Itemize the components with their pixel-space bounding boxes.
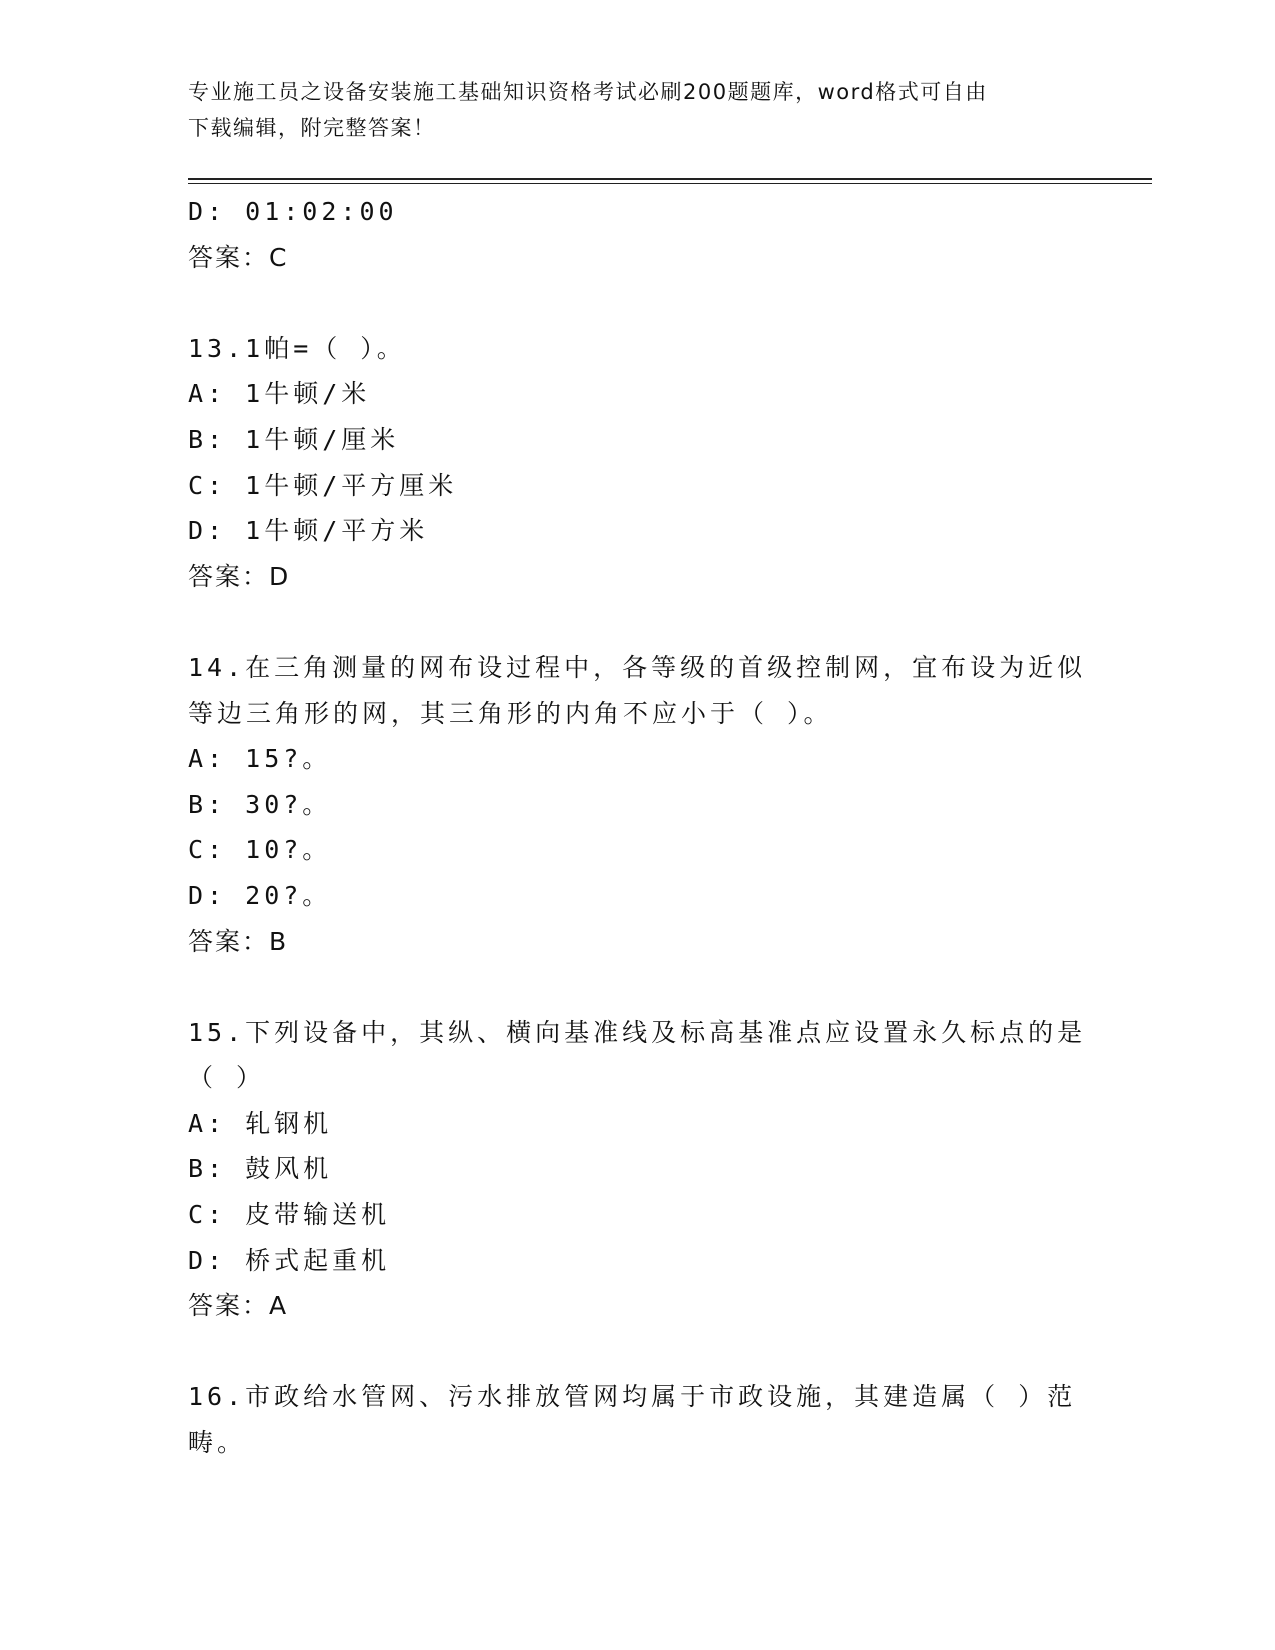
option-d: D: 桥式起重机: [188, 1245, 391, 1275]
spacer: [188, 599, 1088, 645]
question-stem-cont: 畴。: [188, 1428, 247, 1458]
question-list: [188, 189, 1088, 1466]
option-d: D: 1牛顿/平方米: [188, 516, 429, 546]
question-16: [188, 1374, 1088, 1465]
option-c: C: 1牛顿/平方厘米: [188, 470, 458, 500]
question-stem-cont: （ ）: [188, 1063, 266, 1093]
document-header: [188, 74, 1088, 146]
option-b: B: 鼓风机: [188, 1154, 333, 1184]
option-c: C: 10?。: [188, 835, 332, 865]
header-line-1: 专业施工员之设备安装施工基础知识资格考试必刷200题题库，word格式可自由: [188, 80, 988, 104]
prev-answer: 答案：C: [188, 242, 289, 272]
question-14: [188, 645, 1088, 964]
option-a: A: 15?。: [188, 744, 332, 774]
option-d: D: 20?。: [188, 880, 332, 910]
question-13: [188, 326, 1088, 600]
question-stem: 14.在三角测量的网布设过程中，各等级的首级控制网，宜布设为近似: [188, 652, 1087, 682]
header-rule-thick: [188, 178, 1152, 180]
answer: 答案：B: [188, 926, 289, 956]
question-15: [188, 1010, 1088, 1329]
spacer: [188, 964, 1088, 1010]
spacer: [188, 280, 1088, 326]
prev-option-d: D: 01:02:00: [188, 197, 398, 226]
question-stem-cont: 等边三角形的网，其三角形的内角不应小于（ ）。: [188, 698, 833, 728]
question-stem: 15.下列设备中，其纵、横向基准线及标高基准点应设置永久标点的是: [188, 1017, 1087, 1047]
answer: 答案：D: [188, 561, 291, 591]
header-rule-thin: [188, 183, 1152, 184]
spacer: [188, 1329, 1088, 1375]
option-a: A: 1牛顿/米: [188, 379, 371, 409]
question-stem: 13.1帕=（ ）。: [188, 333, 406, 363]
option-c: C: 皮带输送机: [188, 1200, 391, 1230]
answer: 答案：A: [188, 1291, 289, 1321]
header-line-2: 下载编辑，附完整答案！: [188, 116, 436, 140]
option-b: B: 30?。: [188, 789, 332, 819]
option-a: A: 轧钢机: [188, 1108, 333, 1138]
option-b: B: 1牛顿/厘米: [188, 424, 400, 454]
question-stem: 16.市政给水管网、污水排放管网均属于市政设施，其建造属（ ）范: [188, 1382, 1077, 1412]
